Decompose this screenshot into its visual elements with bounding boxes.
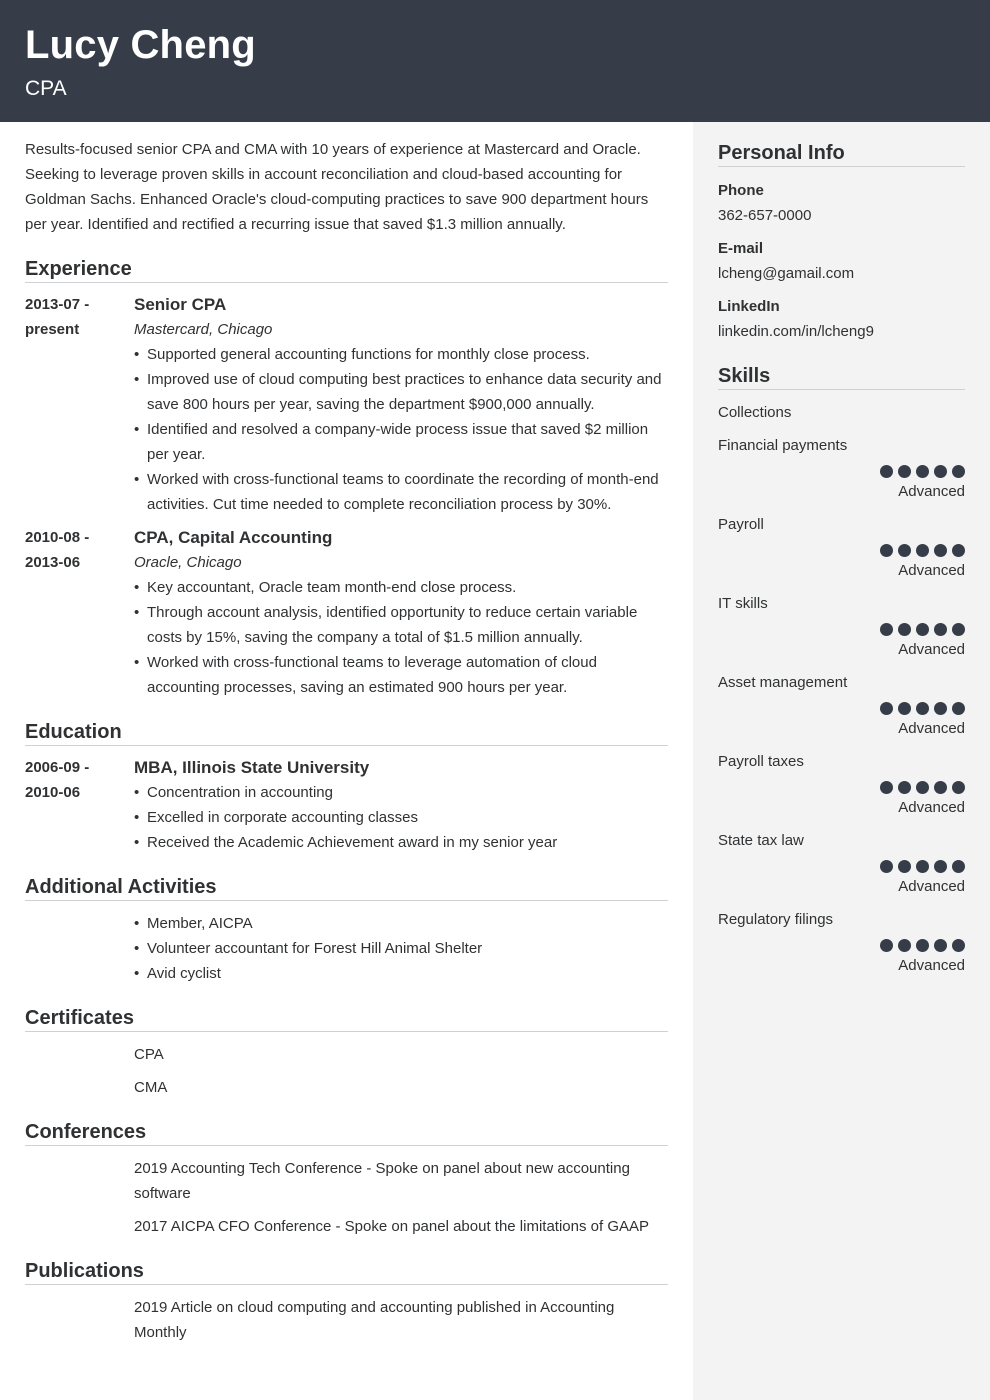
experience-entry <box>25 292 668 517</box>
skill-rating <box>718 939 965 953</box>
activities-heading: Additional Activities <box>25 875 668 901</box>
experience-heading: Experience <box>25 257 668 283</box>
candidate-title: CPA <box>25 77 67 100</box>
skill-level: Advanced <box>898 720 965 737</box>
candidate-name: Lucy Cheng <box>25 23 256 67</box>
list-item: • Through account analysis, identified opportunity to reduce certain variable costs by 15%, saving the company a total of $1.5 million annually. <box>134 600 668 650</box>
skill-level: Advanced <box>898 878 965 895</box>
list-item: • Key accountant, Oracle team month-end close process. <box>134 575 668 600</box>
conferences-heading: Conferences <box>25 1120 668 1146</box>
rating-dot <box>880 781 893 794</box>
rating-dot <box>880 623 893 636</box>
activities-list <box>134 911 668 986</box>
rating-dot <box>934 623 947 636</box>
skill-name: Financial payments <box>718 437 848 454</box>
skill-item <box>718 433 965 504</box>
entry-date <box>25 755 125 805</box>
rating-dot <box>952 544 965 557</box>
rating-dot <box>934 544 947 557</box>
rating-dot <box>898 860 911 873</box>
publication-item: 2019 Article on cloud computing and accounting published in Accounting Monthly <box>134 1299 615 1341</box>
list-item: • Supported general accounting functions for monthly close process. <box>134 342 668 367</box>
company-location: Mastercard, Chicago <box>134 321 273 338</box>
rating-dot <box>934 465 947 478</box>
skill-rating <box>718 623 965 637</box>
skill-rating <box>718 465 965 479</box>
skills-list <box>718 400 965 978</box>
sidebar <box>693 122 990 1400</box>
rating-dot <box>916 781 929 794</box>
personal-info-heading: Personal Info <box>718 141 965 167</box>
list-item: • Identified and resolved a company-wide process issue that saved $2 million per year. <box>134 417 668 467</box>
degree-title: MBA, Illinois State University <box>134 758 370 777</box>
rating-dot <box>952 939 965 952</box>
certificate-item: CPA <box>134 1046 164 1063</box>
skill-level: Advanced <box>898 483 965 500</box>
list-item: • Worked with cross-functional teams to leverage automation of cloud accounting processes, saving an estimated 900 hours per year. <box>134 650 668 700</box>
date-start: 2010-08 - <box>25 529 90 546</box>
rating-dot <box>916 939 929 952</box>
education-entry <box>25 755 668 855</box>
skill-rating <box>718 860 965 874</box>
rating-dot <box>952 465 965 478</box>
company-location: Oracle, Chicago <box>134 554 242 571</box>
rating-dot <box>898 465 911 478</box>
skill-name: Payroll taxes <box>718 753 804 770</box>
rating-dot <box>916 623 929 636</box>
rating-dot <box>898 544 911 557</box>
resume-header <box>0 0 990 122</box>
list-item: • Improved use of cloud computing best practices to enhance data security and save 800 hours per year, saving the department $900,000 annually. <box>134 367 668 417</box>
phone-value: 362-657-0000 <box>718 207 812 224</box>
rating-dot <box>952 860 965 873</box>
linkedin-value[interactable]: linkedin.com/in/lcheng9 <box>718 323 874 340</box>
date-start: 2006-09 - <box>25 759 90 776</box>
rating-dot <box>934 939 947 952</box>
skill-item <box>718 907 965 978</box>
rating-dot <box>952 781 965 794</box>
conference-item: 2019 Accounting Tech Conference - Spoke on panel about new accounting software <box>134 1160 630 1202</box>
list-item: • Member, AICPA <box>134 911 668 936</box>
skills-heading: Skills <box>718 364 965 390</box>
responsibilities-list <box>134 342 668 517</box>
date-start: 2013-07 - <box>25 296 90 313</box>
skill-level: Advanced <box>898 957 965 974</box>
certificate-item: CMA <box>134 1079 168 1096</box>
skill-name: Payroll <box>718 516 764 533</box>
rating-dot <box>880 465 893 478</box>
list-item: • Excelled in corporate accounting classes <box>134 805 668 830</box>
skill-item <box>718 591 965 662</box>
phone-label: Phone <box>718 182 764 199</box>
date-end: 2013-06 <box>25 554 81 571</box>
list-item: • Volunteer accountant for Forest Hill Animal Shelter <box>134 936 668 961</box>
skill-item <box>718 670 965 741</box>
rating-dot <box>916 860 929 873</box>
list-item: • Avid cyclist <box>134 961 668 986</box>
experience-entry <box>25 525 668 700</box>
skill-item <box>718 828 965 899</box>
publications-heading: Publications <box>25 1259 668 1285</box>
rating-dot <box>952 623 965 636</box>
conference-item: 2017 AICPA CFO Conference - Spoke on panel about the limitations of GAAP <box>134 1218 650 1235</box>
sidebar-content <box>718 141 965 978</box>
skill-rating <box>718 544 965 558</box>
linkedin-label: LinkedIn <box>718 298 780 315</box>
skill-name: Regulatory filings <box>718 911 834 928</box>
rating-dot <box>898 781 911 794</box>
main-column <box>25 137 668 1345</box>
rating-dot <box>934 781 947 794</box>
responsibilities-list <box>134 575 668 700</box>
rating-dot <box>934 702 947 715</box>
job-title: CPA, Capital Accounting <box>134 528 333 547</box>
rating-dot <box>916 702 929 715</box>
rating-dot <box>952 702 965 715</box>
rating-dot <box>880 544 893 557</box>
email-label: E-mail <box>718 240 764 257</box>
entry-date <box>25 292 125 342</box>
certificates-heading: Certificates <box>25 1006 668 1032</box>
rating-dot <box>898 623 911 636</box>
skill-rating <box>718 781 965 795</box>
date-end: 2010-06 <box>25 784 81 801</box>
skill-level: Advanced <box>898 799 965 816</box>
rating-dot <box>898 702 911 715</box>
skill-rating <box>718 702 965 716</box>
rating-dot <box>916 544 929 557</box>
date-end: present <box>25 321 80 338</box>
summary-text: Results-focused senior CPA and CMA with 10 years of experience at Mastercard and Oracle. Seeking to leverage proven skills in account reconciliation and cloud-based accounting for Goldman Sachs. Enhanced Oracle's cloud-computing practices to save 900 department hours per year. Identified and rectified a recurring issue that saved $1.3 million annually. <box>25 141 649 233</box>
job-title: Senior CPA <box>134 295 227 314</box>
skill-level: Advanced <box>898 562 965 579</box>
skill-name: Asset management <box>718 674 848 691</box>
rating-dot <box>898 939 911 952</box>
email-value[interactable]: lcheng@gamail.com <box>718 265 855 282</box>
list-item: • Concentration in accounting <box>134 780 668 805</box>
skill-name: Collections <box>718 404 792 421</box>
skill-level: Advanced <box>898 641 965 658</box>
rating-dot <box>880 860 893 873</box>
skill-item <box>718 512 965 583</box>
rating-dot <box>880 939 893 952</box>
list-item: • Received the Academic Achievement award in my senior year <box>134 830 668 855</box>
rating-dot <box>934 860 947 873</box>
entry-date <box>25 525 125 575</box>
rating-dot <box>880 702 893 715</box>
skill-item <box>718 400 965 425</box>
skill-name: IT skills <box>718 595 768 612</box>
skill-item <box>718 749 965 820</box>
skill-name: State tax law <box>718 832 804 849</box>
education-heading: Education <box>25 720 668 746</box>
list-item: • Worked with cross-functional teams to coordinate the recording of month-end activities. Cut time needed to complete reconciliation process by 30%. <box>134 467 668 517</box>
education-details-list <box>134 780 668 855</box>
rating-dot <box>916 465 929 478</box>
